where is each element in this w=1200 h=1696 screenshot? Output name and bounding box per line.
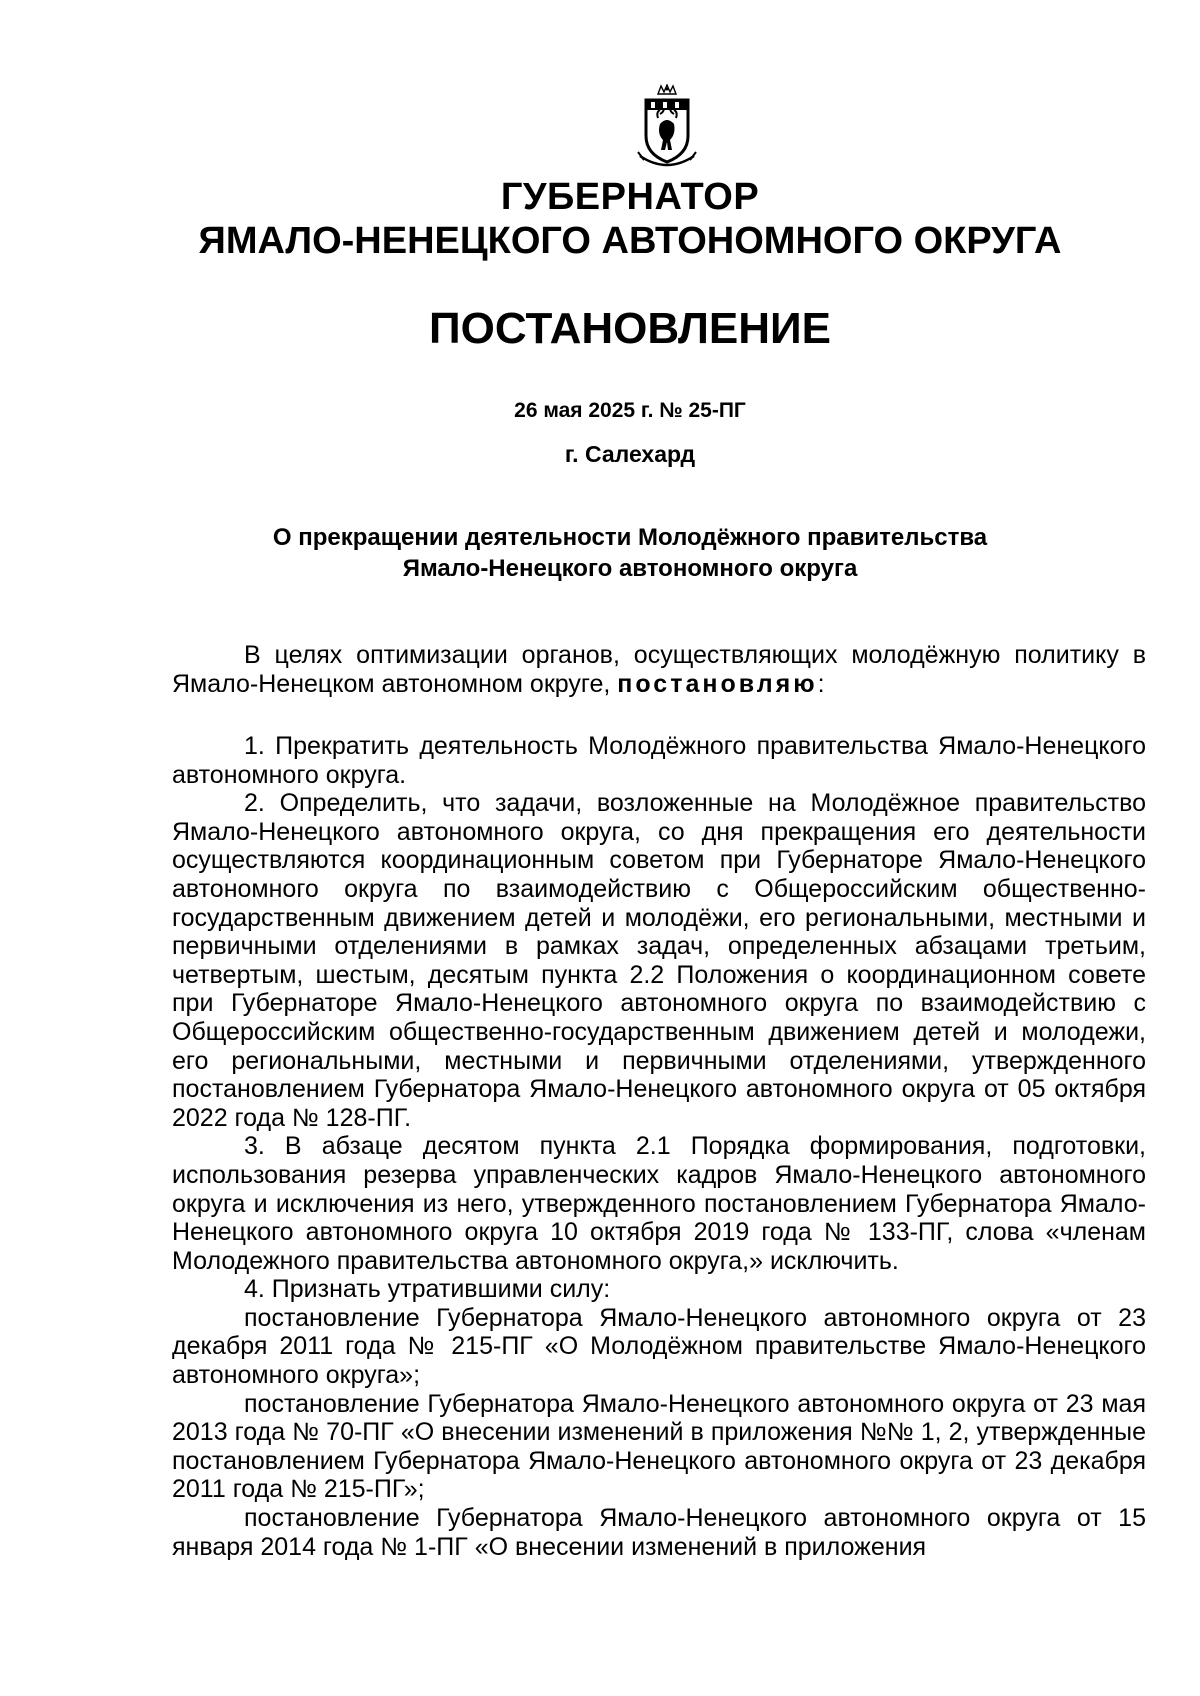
document-date-number: 26 мая 2025 г. № 25-ПГ [514, 399, 746, 422]
document-city: г. Салехард [564, 441, 696, 467]
decree-item-4: 4. Признать утратившими силу: [244, 1275, 611, 1304]
document-type-title: ПОСТАНОВЛЕНИЕ [428, 304, 832, 353]
intro-text: В целях оптимизации органов, осуществляющих молодёжную политику в Ямало-Ненецком автономном округе, [172, 641, 1146, 698]
subject-line-2: Ямало-Ненецкого автономного округа [402, 555, 858, 582]
repealed-act-2: постановление Губернатора Ямало-Ненецкого автономного округа от 23 мая 2013 года № 70-ПГ «О внесении изменений в приложения №№ 1, 2, утвержденные постановлением Губернатора Ямало-Ненецкого автономного округа от 23 декабря 2011 года № 215-ПГ»; [172, 1389, 1146, 1504]
governor-heading: ГУБЕРНАТОР [500, 176, 760, 218]
coat-of-arms-emblem [636, 84, 698, 170]
decree-item-1: 1. Прекратить деятельность Молодёжного правительства Ямало-Ненецкого автономного округа. [172, 732, 1146, 789]
decree-items [172, 732, 1146, 1561]
subject-line-1: О прекращении деятельности Молодёжного правительства [272, 524, 988, 551]
intro-paragraph [172, 641, 1146, 698]
decree-keyword: постановляю [617, 669, 818, 698]
region-heading: ЯМАЛО-НЕНЕЦКОГО АВТОНОМНОГО ОКРУГА [198, 220, 1062, 262]
repealed-act-3: постановление Губернатора Ямало-Ненецкого автономного округа от 15 января 2014 года № 1-ПГ «О внесении изменений в приложения [172, 1504, 1146, 1561]
repealed-act-1: постановление Губернатора Ямало-Ненецкого автономного округа от 23 декабря 2011 года № 215-ПГ «О Молодёжном правительстве Ямало-Ненецкого автономного округа»; [172, 1303, 1146, 1390]
intro-colon: : [817, 669, 825, 698]
decree-item-2: 2. Определить, что задачи, возложенные на Молодёжное правительство Ямало-Ненецкого автономного округа, со дня прекращения его деятельности осуществляются координационным советом при Губернаторе Ямало-Ненецкого автономного округа по взаимодействию с Общероссийским общественно-государственным движением детей и молодёжи, его региональными, местными и первичными отделениями в рамках задач, определенных абзацами третьим, четвертым, шестым, десятым пункта 2.2 Положения о координационном совете при Губернаторе Ямало-Ненецкого автономного округа по взаимодействию с Общероссийским общественно-государственным движением детей и молодежи, его региональными, местными и первичными отделениями, утвержденного постановлением Губернатора Ямало-Ненецкого автономного округа от 05 октября 2022 года № 128-ПГ. [172, 789, 1146, 1132]
decree-item-3: 3. В абзаце десятом пункта 2.1 Порядка формирования, подготовки, использования резерва управленческих кадров Ямало-Ненецкого автономного округа и исключения из него, утвержденного постановлением Губернатора Ямало-Ненецкого автономного округа 10 октября 2019 года № 133-ПГ, слова «членам Молодежного правительства автономного округа,» исключить. [172, 1132, 1146, 1275]
